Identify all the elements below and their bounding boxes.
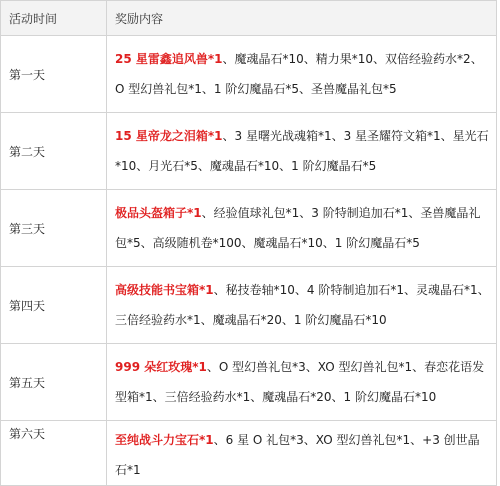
highlight-reward: 999 朵红玫瑰*1 xyxy=(115,360,207,374)
reward-cell xyxy=(107,344,497,421)
table-row xyxy=(1,190,497,267)
reward-details: 、6 星 O 礼包*3、XO 型幻兽礼包*1、+3 创世晶石*1 xyxy=(115,433,480,477)
reward-details: 、3 星曙光战魂箱*1、3 星圣耀符文箱*1、星光石*10、月光石*5、魔魂晶石*10、1 阶幻魔晶石*5 xyxy=(115,129,489,173)
header-row xyxy=(1,1,497,36)
table-row xyxy=(1,267,497,344)
reward-cell xyxy=(107,113,497,190)
reward-cell xyxy=(107,36,497,113)
table-row xyxy=(1,113,497,190)
reward-cell xyxy=(107,421,497,486)
day-cell: 第一天 xyxy=(1,36,107,113)
day-cell: 第三天 xyxy=(1,190,107,267)
table-row xyxy=(1,36,497,113)
reward-details: 、经验值球礼包*1、3 阶特制追加石*1、圣兽魔晶礼包*5、高级随机卷*100、魔魂晶石*10、1 阶幻魔晶石*5 xyxy=(115,206,481,250)
highlight-reward: 至纯战斗力宝石*1 xyxy=(115,433,214,447)
highlight-reward: 25 星雷鑫追风兽*1 xyxy=(115,52,223,66)
reward-cell xyxy=(107,267,497,344)
table-body xyxy=(1,36,497,486)
day-cell: 第五天 xyxy=(1,344,107,421)
day-cell: 第四天 xyxy=(1,267,107,344)
header-activity-time: 活动时间 xyxy=(1,1,107,36)
reward-details: 、秘技卷轴*10、4 阶特制追加石*1、灵魂晶石*1、三倍经验药水*1、魔魂晶石*20、1 阶幻魔晶石*10 xyxy=(115,283,490,327)
highlight-reward: 高级技能书宝箱*1 xyxy=(115,283,214,297)
table-header xyxy=(1,1,497,36)
day-cell: 第二天 xyxy=(1,113,107,190)
reward-details: 、O 型幻兽礼包*3、XO 型幻兽礼包*1、春恋花语发型箱*1、三倍经验药水*1、魔魂晶石*20、1 阶幻魔晶石*10 xyxy=(115,360,485,404)
highlight-reward: 15 星帝龙之泪箱*1 xyxy=(115,129,223,143)
day-cell: 第六天 xyxy=(1,421,107,486)
table-row xyxy=(1,344,497,421)
header-reward-content: 奖励内容 xyxy=(107,1,497,36)
highlight-reward: 极品头盔箱子*1 xyxy=(115,206,202,220)
reward-details: 、魔魂晶石*10、精力果*10、双倍经验药水*2、O 型幻兽礼包*1、1 阶幻魔晶石*5、圣兽魔晶礼包*5 xyxy=(115,52,483,96)
table-row xyxy=(1,421,497,486)
reward-cell xyxy=(107,190,497,267)
